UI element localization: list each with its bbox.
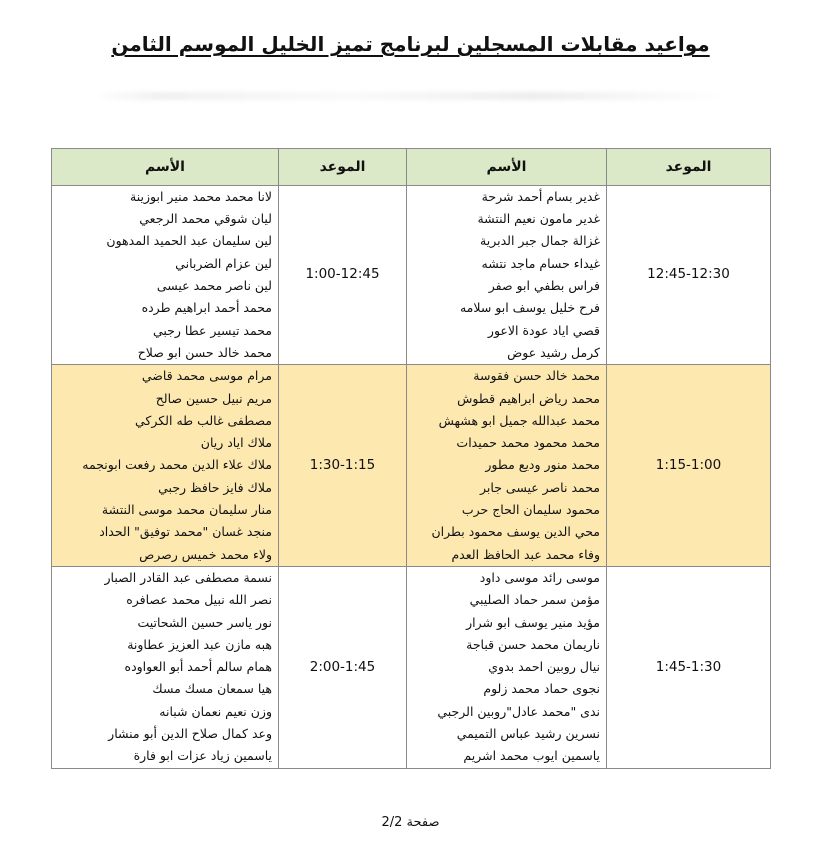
applicant-name-right: قصي اياد عودة الاعور — [407, 320, 607, 342]
applicant-name-right: مؤيد منير يوسف ابو شرار — [407, 612, 607, 634]
applicant-name-right: محمود سليمان الحاج حرب — [407, 499, 607, 521]
applicant-name-right: فراس بطفي ابو صفر — [407, 275, 607, 297]
applicant-name-left: وعد كمال صلاح الدين أبو منشار — [52, 723, 279, 745]
applicant-name-left: همام سالم أحمد أبو العواوده — [52, 656, 279, 678]
header-name-right: الأسم — [407, 149, 607, 186]
applicant-name-right: غدير مامون نعيم النتشة — [407, 208, 607, 230]
applicant-name-right: محمد منور وديع مطور — [407, 455, 607, 477]
applicant-name-left: نور ياسر حسين الشحاتيت — [52, 612, 279, 634]
applicant-name-right: محي الدين يوسف محمود بطران — [407, 521, 607, 543]
applicant-name-right: مؤمن سمر حماد الصليبي — [407, 589, 607, 611]
applicant-name-left: وزن نعيم نعمان شبانه — [52, 701, 279, 723]
time-slot-right: 1:15-1:00 — [607, 365, 771, 567]
applicant-name-left: لين عزام الضرباني — [52, 253, 279, 275]
applicant-name-left: مريم نبيل حسين صالح — [52, 388, 279, 410]
applicant-name-left: هيا سمعان مسك مسك — [52, 679, 279, 701]
applicant-name-right: ياسمين ايوب محمد اشريم — [407, 745, 607, 768]
applicant-name-left: لانا محمد محمد منير ابوزينة — [52, 186, 279, 209]
table-row — [52, 567, 771, 590]
applicant-name-left: ليان شوقي محمد الرجعي — [52, 208, 279, 230]
table-row — [52, 365, 771, 388]
header-time-right: الموعد — [607, 149, 771, 186]
applicant-name-right: نسرين رشيد عباس التميمي — [407, 723, 607, 745]
applicant-name-right: ندى "محمد عادل"روبين الرجبي — [407, 701, 607, 723]
applicant-name-left: ولاء محمد خميس رصرص — [52, 544, 279, 567]
schedule-table — [51, 148, 771, 769]
applicant-name-right: نيال روبين احمد بدوي — [407, 656, 607, 678]
applicant-name-right: محمد ناصر عيسى جابر — [407, 477, 607, 499]
applicant-name-left: محمد أحمد ابراهيم طرده — [52, 297, 279, 319]
page-title: مواعيد مقابلات المسجلين لبرنامج تميز الخليل الموسم الثامن — [111, 32, 710, 56]
applicant-name-left: ملاك فايز حافظ رجبي — [52, 477, 279, 499]
applicant-name-right: محمد رياض ابراهيم قطوش — [407, 388, 607, 410]
applicant-name-left: منار سليمان محمد موسى النتشة — [52, 499, 279, 521]
applicant-name-left: نسمة مصطفى عبد القادر الصبار — [52, 567, 279, 590]
applicant-name-right: نجوى حماد محمد زلوم — [407, 679, 607, 701]
applicant-name-left: محمد تيسير عطا رجبي — [52, 320, 279, 342]
applicant-name-right: ناريمان محمد حسن قباجة — [407, 634, 607, 656]
header-time-left: الموعد — [279, 149, 407, 186]
applicant-name-left: لين سليمان عبد الحميد المدهون — [52, 231, 279, 253]
time-slot-left: 1:00-12:45 — [279, 186, 407, 365]
faded-subtitle-smudge — [95, 92, 725, 100]
applicant-name-right: موسى رائد موسى داود — [407, 567, 607, 590]
applicant-name-right: محمد خالد حسن فقوسة — [407, 365, 607, 388]
applicant-name-left: ياسمين زياد عزات ابو فارة — [52, 745, 279, 768]
schedule-body — [52, 186, 771, 769]
applicant-name-right: فرح خليل يوسف ابو سلامه — [407, 297, 607, 319]
applicant-name-left: مرام موسى محمد قاضي — [52, 365, 279, 388]
applicant-name-left: محمد خالد حسن ابو صلاح — [52, 342, 279, 365]
time-slot-right: 12:45-12:30 — [607, 186, 771, 365]
page-number: صفحة 2/2 — [381, 815, 440, 830]
applicant-name-left: ملاك اياد ريان — [52, 432, 279, 454]
time-slot-left: 1:30-1:15 — [279, 365, 407, 567]
applicant-name-left: مصطفى غالب طه الكركي — [52, 410, 279, 432]
applicant-name-right: محمد محمود محمد حميدات — [407, 432, 607, 454]
table-header-row — [52, 149, 771, 186]
time-slot-right: 1:45-1:30 — [607, 567, 771, 769]
applicant-name-left: نصر الله نبيل محمد عصافره — [52, 589, 279, 611]
applicant-name-left: لين ناصر محمد عيسى — [52, 275, 279, 297]
applicant-name-right: غزالة جمال جبر الدبرية — [407, 231, 607, 253]
applicant-name-left: منجد غسان "محمد توفيق" الحداد — [52, 521, 279, 543]
applicant-name-right: وفاء محمد عبد الحافظ العدم — [407, 544, 607, 567]
header-name-left: الأسم — [52, 149, 279, 186]
time-slot-left: 2:00-1:45 — [279, 567, 407, 769]
table-row — [52, 186, 771, 209]
applicant-name-right: غدير بسام أحمد شرحة — [407, 186, 607, 209]
applicant-name-right: غيداء حسام ماجد نتشه — [407, 253, 607, 275]
applicant-name-right: كرمل رشيد عوض — [407, 342, 607, 365]
applicant-name-left: هبه مازن عبد العزيز عطاونة — [52, 634, 279, 656]
applicant-name-right: محمد عبدالله جميل ابو هشهش — [407, 410, 607, 432]
applicant-name-left: ملاك علاء الدين محمد رفعت ابونجمه — [52, 455, 279, 477]
